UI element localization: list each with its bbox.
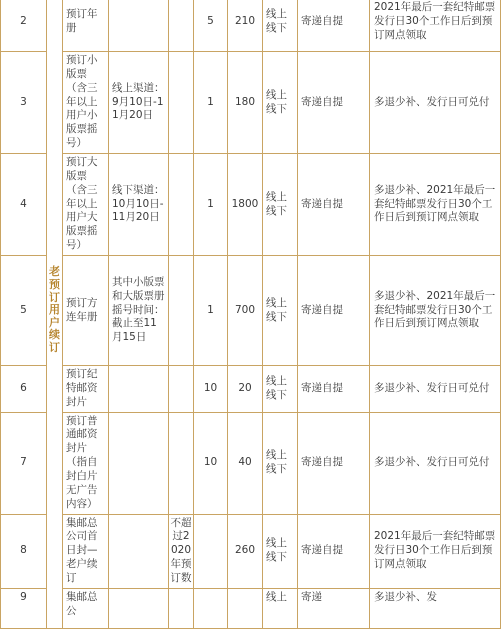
redemption-rule: 多退少补、发行日可兑付 xyxy=(370,412,501,514)
row-number: 9 xyxy=(1,588,47,628)
price: 1800 xyxy=(228,154,263,256)
table-row xyxy=(1,412,501,514)
item-name: 预订纪特邮资封片 xyxy=(63,366,109,413)
order-ways: 线上 xyxy=(263,588,298,628)
order-ways: 线上线下 xyxy=(263,0,298,52)
quantity: 1 xyxy=(194,154,228,256)
redemption-rule: 2021年最后一套纪特邮票发行日30个工作日后到预订网点领取 xyxy=(370,514,501,588)
purchase-limit xyxy=(169,588,194,628)
category-cell xyxy=(47,0,63,628)
row-number: 7 xyxy=(1,412,47,514)
category-label: 老预订用户续订 xyxy=(49,265,60,355)
sale-channel: 线下渠道：10月10日-11月20日 xyxy=(109,154,169,256)
purchase-limit xyxy=(169,52,194,154)
item-name: 集邮总公司首日封—老户续订 xyxy=(63,514,109,588)
order-ways: 线上线下 xyxy=(263,366,298,413)
quantity: 5 xyxy=(194,0,228,52)
pickup-method: 寄递 xyxy=(298,588,370,628)
row-number: 6 xyxy=(1,366,47,413)
redemption-rule: 多退少补、发 xyxy=(370,588,501,628)
sale-channel xyxy=(109,514,169,588)
price: 260 xyxy=(228,514,263,588)
order-ways: 线上线下 xyxy=(263,154,298,256)
redemption-rule: 多退少补、发行日可兑付 xyxy=(370,52,501,154)
price: 40 xyxy=(228,412,263,514)
table-row xyxy=(1,514,501,588)
redemption-rule: 多退少补、2021年最后一套纪特邮票发行日30个工作日后到预订网点领取 xyxy=(370,154,501,256)
quantity: 1 xyxy=(194,256,228,366)
pickup-method: 寄递自提 xyxy=(298,0,370,52)
purchase-limit xyxy=(169,366,194,413)
pickup-method: 寄递自提 xyxy=(298,256,370,366)
row-number: 8 xyxy=(1,514,47,588)
redemption-rule: 多退少补、发行日可兑付 xyxy=(370,366,501,413)
row-number: 2 xyxy=(1,0,47,52)
quantity: 1 xyxy=(194,52,228,154)
sale-channel: 线上渠道：9月10日-11月20日 xyxy=(109,52,169,154)
row-number: 5 xyxy=(1,256,47,366)
item-name: 预订普通邮资封片（指自封白片无广告内容） xyxy=(63,412,109,514)
sale-channel xyxy=(109,588,169,628)
quantity: 10 xyxy=(194,366,228,413)
quantity xyxy=(194,588,228,628)
purchase-limit xyxy=(169,154,194,256)
purchase-limit: 不超过2020年预订数 xyxy=(169,514,194,588)
redemption-rule: 多退少补、2021年最后一套纪特邮票发行日30个工作日后到预订网点领取 xyxy=(370,256,501,366)
price: 180 xyxy=(228,52,263,154)
order-ways: 线上线下 xyxy=(263,514,298,588)
sale-channel: 其中小版票和大版票册摇号时间：截止至11月15日 xyxy=(109,256,169,366)
pickup-method: 寄递自提 xyxy=(298,412,370,514)
pickup-method: 寄递自提 xyxy=(298,154,370,256)
price: 20 xyxy=(228,366,263,413)
item-name: 预订年册 xyxy=(63,0,109,52)
sale-channel xyxy=(109,0,169,52)
table-row xyxy=(1,0,501,52)
item-name: 集邮总公 xyxy=(63,588,109,628)
price: 210 xyxy=(228,0,263,52)
table-row xyxy=(1,154,501,256)
pickup-method: 寄递自提 xyxy=(298,366,370,413)
quantity xyxy=(194,514,228,588)
price: 700 xyxy=(228,256,263,366)
pickup-method: 寄递自提 xyxy=(298,514,370,588)
table-row xyxy=(1,52,501,154)
sale-channel xyxy=(109,412,169,514)
pickup-method: 寄递自提 xyxy=(298,52,370,154)
order-ways: 线上线下 xyxy=(263,256,298,366)
price xyxy=(228,588,263,628)
row-number: 4 xyxy=(1,154,47,256)
item-name: 预订小版票（含三年以上用户小版票摇号） xyxy=(63,52,109,154)
purchase-limit xyxy=(169,412,194,514)
item-name: 预订大版票（含三年以上用户大版票摇号） xyxy=(63,154,109,256)
purchase-limit xyxy=(169,0,194,52)
order-ways: 线上线下 xyxy=(263,52,298,154)
row-number: 3 xyxy=(1,52,47,154)
redemption-rule: 2021年最后一套纪特邮票发行日30个工作日后到预订网点领取 xyxy=(370,0,501,52)
order-ways: 线上线下 xyxy=(263,412,298,514)
table-row xyxy=(1,366,501,413)
table-row xyxy=(1,256,501,366)
sale-channel xyxy=(109,366,169,413)
table-row xyxy=(1,588,501,628)
purchase-limit xyxy=(169,256,194,366)
quantity: 10 xyxy=(194,412,228,514)
item-name: 预订方连年册 xyxy=(63,256,109,366)
